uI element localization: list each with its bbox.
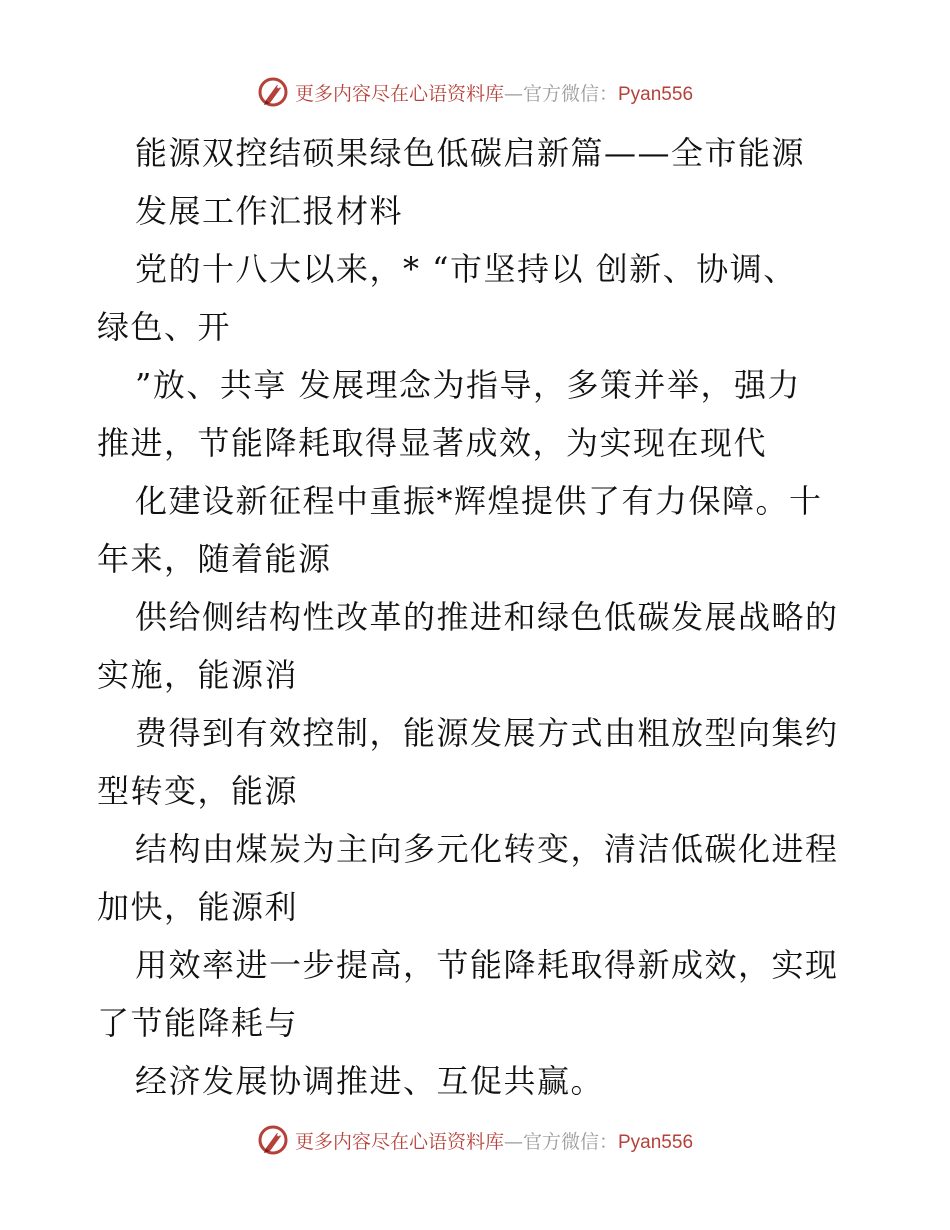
- text-line: 实施，能源消: [97, 656, 299, 694]
- pen-logo-icon: [257, 76, 289, 108]
- watermark-brand: 更多内容尽在心语资料库: [294, 1130, 504, 1153]
- watermark-text: [295, 79, 693, 106]
- title-line: 能源双控结硕果绿色低碳启新篇——全市能源: [135, 134, 806, 172]
- watermark-text: [295, 1127, 693, 1154]
- watermark-separator: —: [503, 82, 523, 105]
- text-line: 费得到有效控制，能源发展方式由粗放型向集约: [135, 714, 839, 752]
- header-watermark: [0, 72, 950, 112]
- document-body: [97, 124, 857, 1110]
- text-line: 经济发展协调推进、互促共赢。: [135, 1062, 605, 1100]
- text-line: ”放、共享 发展理念为指导，多策并举，强力: [135, 366, 802, 404]
- watermark-wechat-id: Pyan556: [618, 83, 694, 105]
- watermark-wechat-id: Pyan556: [618, 1131, 694, 1153]
- watermark-label: 官方微信：: [522, 1130, 618, 1153]
- title-line: 发展工作汇报材料: [135, 192, 404, 230]
- text-line: 绿色、开: [97, 308, 232, 346]
- text-line: 了节能降耗与: [97, 1004, 299, 1042]
- watermark-label: 官方微信：: [522, 82, 618, 105]
- text-line: 年来，随着能源: [97, 540, 332, 578]
- watermark-separator: —: [503, 1130, 523, 1153]
- text-line: 结构由煤炭为主向多元化转变，清洁低碳化进程: [135, 830, 839, 868]
- watermark-brand: 更多内容尽在心语资料库: [294, 82, 504, 105]
- footer-watermark: [0, 1120, 950, 1160]
- pen-logo-icon: [257, 1124, 289, 1156]
- text-line: 加快，能源利: [97, 888, 299, 926]
- text-line: 用效率进一步提高，节能降耗取得新成效，实现: [135, 946, 839, 984]
- text-line: 供给侧结构性改革的推进和绿色低碳发展战略的: [135, 598, 839, 636]
- text-line: 推进，节能降耗取得显著成效，为实现在现代: [97, 424, 768, 462]
- text-line: 化建设新征程中重振*辉煌提供了有力保障。十: [135, 482, 823, 520]
- text-line: 党的十八大以来，* “市坚持以 创新、协调、: [135, 250, 797, 288]
- text-line: 型转变，能源: [97, 772, 299, 810]
